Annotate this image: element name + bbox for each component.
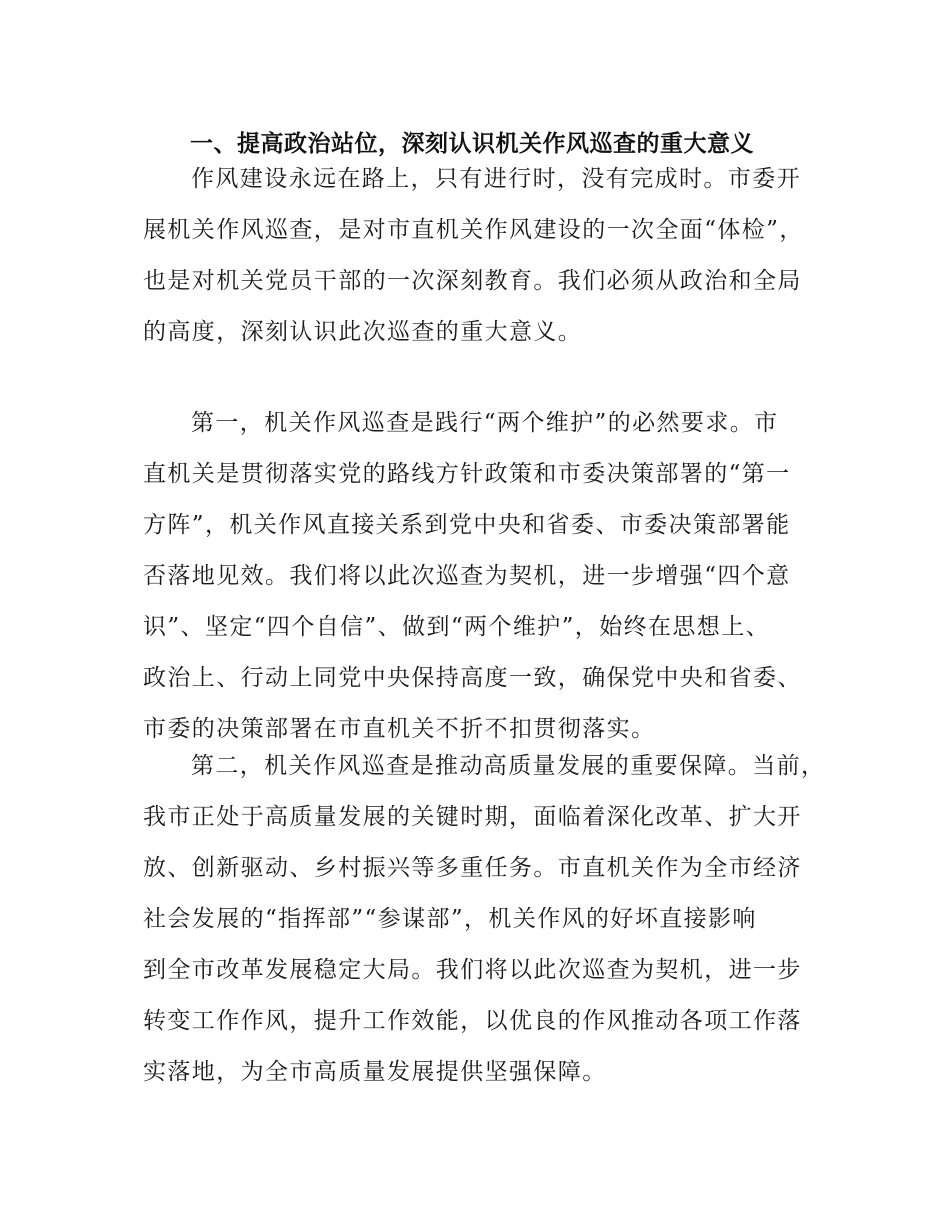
- section-heading: 一、提高政治站位，深刻认识机关作风巡查的重大意义: [190, 131, 754, 157]
- paragraph-line: 展机关作风巡查，是对市直机关作风建设的一次全面“体检”，: [143, 217, 804, 243]
- paragraph-line: 政治上、行动上同党中央保持高度一致，确保党中央和省委、: [143, 665, 802, 691]
- paragraph-line: 市委的决策部署在市直机关不折不扣贯彻落实。: [143, 716, 656, 742]
- paragraph-line: 社会发展的“指挥部”“参谋部”，机关作风的好坏直接影响: [143, 906, 757, 932]
- paragraph-line: 否落地见效。我们将以此次巡查为契机，进一步增强“四个意: [143, 563, 791, 589]
- paragraph-line: 方阵”，机关作风直接关系到党中央和省委、市委决策部署能: [143, 512, 791, 538]
- paragraph-line: 到全市改革发展稳定大局。我们将以此次巡查为契机，进一步: [143, 957, 802, 983]
- paragraph-line: 实落地，为全市高质量发展提供坚强保障。: [143, 1059, 607, 1085]
- paragraph-line: 放、创新驱动、乡村振兴等多重任务。市直机关作为全市经济: [143, 855, 802, 881]
- paragraph-line: 转变工作作风，提升工作效能，以优良的作风推动各项工作落: [143, 1008, 802, 1034]
- paragraph-line: 识”、坚定“四个自信”、做到“两个维护”，始终在思想上、: [143, 614, 770, 640]
- paragraph-line: 第一，机关作风巡查是践行“两个维护”的必然要求。市: [191, 410, 779, 436]
- paragraph-line: 的高度，深刻认识此次巡查的重大意义。: [143, 319, 583, 345]
- paragraph-line: 作风建设永远在路上，只有进行时，没有完成时。市委开: [191, 166, 801, 192]
- paragraph-line: 也是对机关党员干部的一次深刻教育。我们必须从政治和全局: [143, 268, 802, 294]
- paragraph-line: 直机关是贯彻落实党的路线方针政策和市委决策部署的“第一: [143, 461, 791, 487]
- paragraph-intro: [143, 154, 811, 358]
- paragraph-first-point: [143, 398, 811, 755]
- paragraph-line: 第二，机关作风巡查是推动高质量发展的重要保障。当前，: [191, 753, 826, 779]
- paragraph-line: 我市正处于高质量发展的关键时期，面临着深化改革、扩大开: [143, 804, 802, 830]
- paragraph-second-point: [143, 741, 826, 1098]
